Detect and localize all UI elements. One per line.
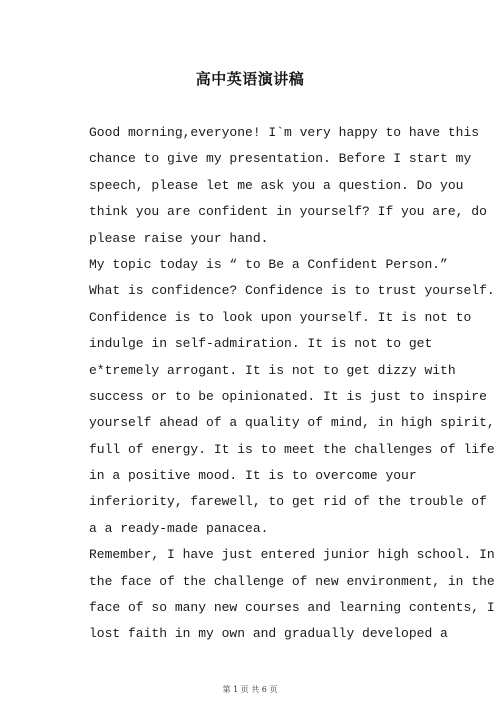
body-line: chance to give my presentation. Before I start my <box>89 151 472 167</box>
body-line: the face of the challenge of new environment, in the <box>89 573 495 589</box>
body-line: e*tremely arrogant. It is not to get dizzy with <box>89 362 456 378</box>
body-line: speech, please let me ask you a question. Do you <box>89 177 464 193</box>
body-line: My topic today is “ to Be a Confident Person.” <box>89 256 448 272</box>
body-line: inferiority, farewell, to get rid of the trouble of <box>89 494 487 510</box>
body-line: Confidence is to look upon yourself. It is not to <box>89 309 472 325</box>
body-line: What is confidence? Confidence is to trust yourself. <box>89 283 495 299</box>
document-title: 高中英语演讲稿 <box>195 70 305 88</box>
body-line: think you are confident in yourself? If you are, do <box>89 204 487 220</box>
body-line: Good morning,everyone! I`m very happy to have this <box>89 125 480 140</box>
page-footer: 第 1 页 共 6 页 <box>222 685 278 694</box>
body-line: face of so many new courses and learning contents, I <box>89 600 495 616</box>
body-line: a a ready-made panacea. <box>89 520 269 536</box>
body-line: success or to be opinionated. It is just to inspire <box>89 388 487 404</box>
body-line: please raise your hand. <box>89 230 269 246</box>
body-line: indulge in self-admiration. It is not to get <box>89 336 433 352</box>
document-body <box>89 120 495 648</box>
body-line: lost faith in my own and gradually developed a <box>89 626 448 642</box>
body-line: full of energy. It is to meet the challenges of life <box>89 441 495 457</box>
body-line: Remember, I have just entered junior high school. In <box>89 547 495 563</box>
body-line: yourself ahead of a quality of mind, in high spirit, <box>89 415 495 431</box>
body-line: in a positive mood. It is to overcome your <box>89 468 417 484</box>
